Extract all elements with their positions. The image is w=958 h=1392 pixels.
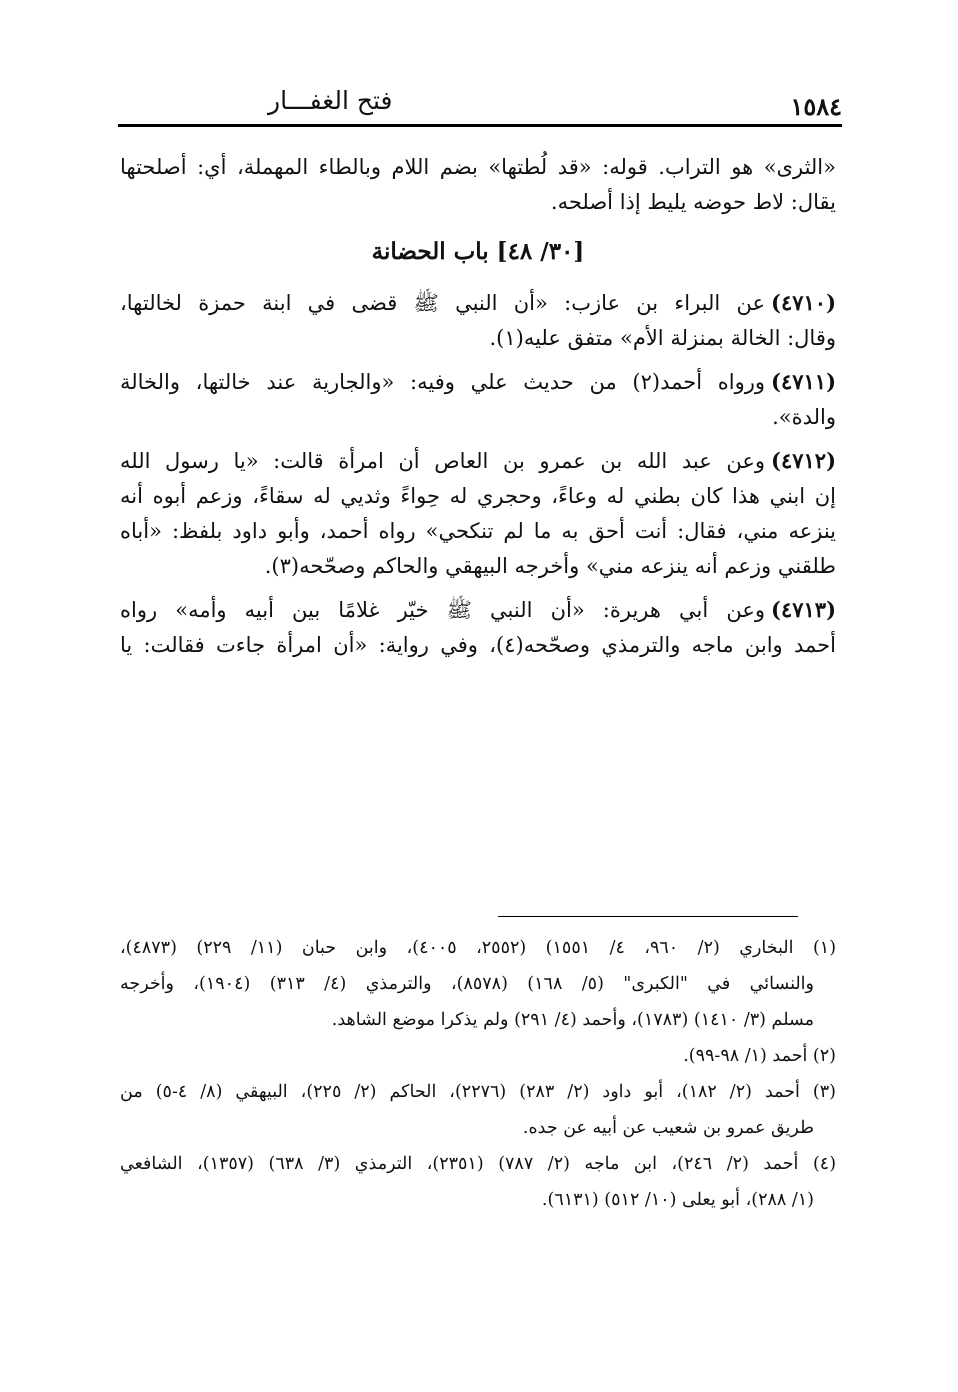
footnote-separator (498, 916, 798, 917)
page-number: ١٥٨٤ (790, 92, 842, 121)
hadith-text: ورواه أحمد(٢) من حديث علي وفيه: «والجارية عند خالتها، والخالة (120, 370, 766, 394)
hadith-number: (٤٧١٣) (771, 597, 836, 622)
hadith-line (120, 443, 836, 479)
section-heading: [٣٠/ ٤٨] باب الحضانة (371, 238, 585, 265)
intro-line: «الثرى» هو التراب. قوله: «قد لُطتها» بضم اللام وبالطاء المهملة، أي: أصلحتها (120, 155, 836, 179)
hadith-line: والدة». (772, 405, 836, 429)
footnote-line: والنسائي في "الكبرى" (٥/ ١٦٨) (٨٥٧٨)، والترمذي (٤/ ٣١٣) (١٩٠٤)، وأخرجه (120, 974, 814, 994)
hadith-number: (٤٧١٠) (771, 290, 836, 315)
hadith-line: إن ابني هذا كان بطني له وعاءً، وحجري له حِواءً وثديي له سقاءً، وزعم أبوه أنه (120, 484, 836, 508)
hadith-text: وعن عبد الله بن عمرو بن العاص أن امرأة قالت: «يا رسول الله (120, 449, 765, 473)
hadith-line (120, 364, 836, 400)
hadith-line: طلقني وزعم أنه ينزعه مني» وأخرجه البيهقي والحاكم وصحّحه(٣). (264, 554, 836, 578)
footnote-line: مسلم (٣/ ١٤١٠) (١٧٨٣)، وأحمد (٤/ ٢٩١) ولم يذكرا موضع الشاهد. (331, 1010, 814, 1030)
hadith-line: ينزعه مني، فقال: أنت أحق به ما لم تنكحي» رواه أحمد، وأبو داود بلفظ: «أباه (120, 519, 836, 543)
footnote-line: (١) البخاري (٢/ ٩٦٠، ٤/ ١٥٥١) (٢٥٥٢، ٤٠٠٥)، وابن حبان (١١/ ٢٢٩) (٤٨٧٣)، (120, 938, 836, 958)
hadith-number: (٤٧١٢) (771, 448, 836, 473)
header-rule (118, 124, 842, 127)
hadith-number: (٤٧١١) (771, 369, 836, 394)
intro-line: يقال: لاط حوضه يليط إذا أصلحه. (550, 190, 836, 214)
footnotes (120, 930, 836, 1218)
footnote-line: (٢) أحمد (١/ ٩٨-٩٩). (683, 1046, 836, 1066)
hadith-line (120, 592, 836, 628)
footnote-line: (٤) أحمد (٢/ ٢٤٦)، ابن ماجه (٢/ ٧٨٧) (٢٣٥١)، الترمذي (٣/ ٦٣٨) (١٣٥٧)، الشافعي (120, 1154, 836, 1174)
main-text (120, 150, 836, 663)
running-title: فتح الغفـــار (268, 86, 393, 115)
hadith-line: وقال: الخالة بمنزلة الأم» متفق عليه(١). (489, 326, 836, 350)
hadith-line: أحمد وابن ماجه والترمذي وصحّحه(٤)، وفي رواية: «أن امرأة جاءت فقالت: يا (120, 633, 836, 657)
page-header (118, 78, 842, 128)
hadith-line (120, 285, 836, 321)
hadith-text: عن البراء بن عازب: «أن النبي ﷺ قضى في ابنة حمزة لخالتها، (120, 291, 765, 315)
footnote-line: (٣) أحمد (٢/ ١٨٢)، أبو داود (٢/ ٢٨٣) (٢٢٧٦)، الحاكم (٢/ ٢٢٥)، البيهقي (٨/ ٤-٥) من (120, 1082, 836, 1102)
hadith-text: وعن أبي هريرة: «أن النبي ﷺ خيّر غلامًا بين أبيه وأمه» رواه (120, 598, 765, 622)
footnote-line: طريق عمرو بن شعيب عن أبيه عن جده. (522, 1118, 814, 1138)
footnote-line: (١/ ٢٨٨)، أبو يعلى (١٠/ ٥١٢) (٦١٣١). (541, 1190, 814, 1210)
